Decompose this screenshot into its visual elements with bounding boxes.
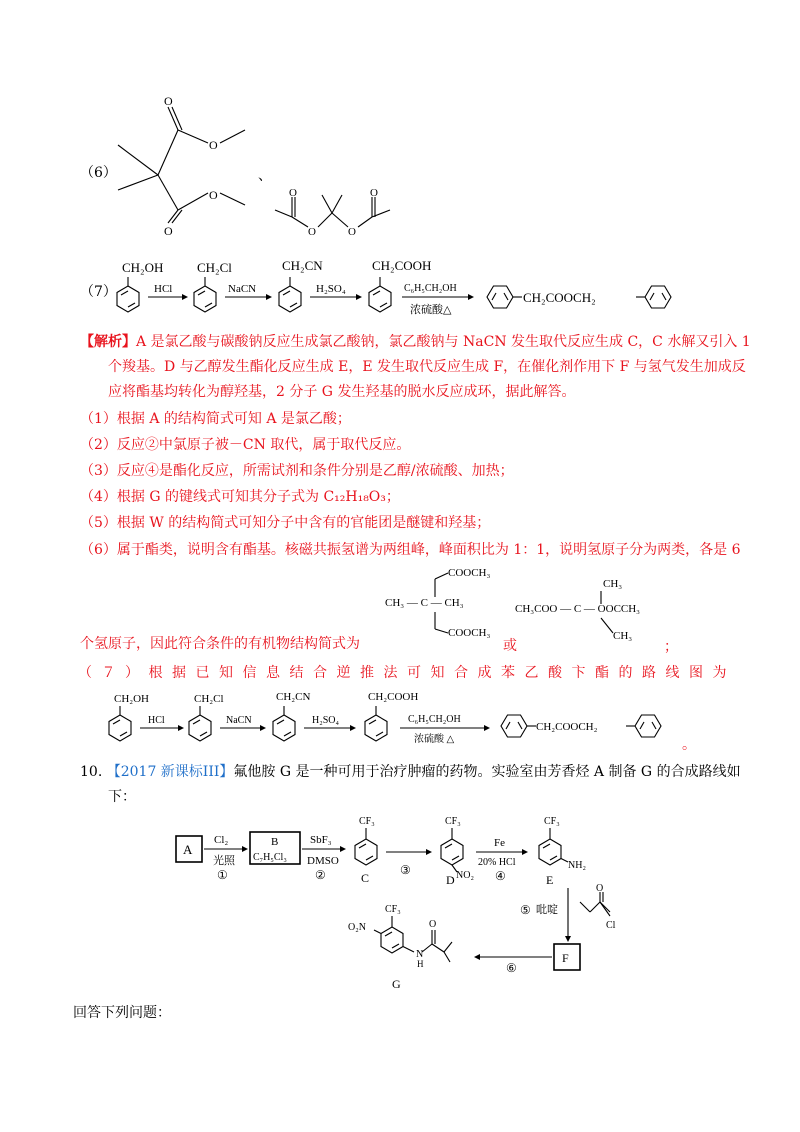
- reagent-label: H₂SO₄: [316, 283, 346, 295]
- reagent-label: 光照: [213, 855, 235, 867]
- atom-label: N: [416, 949, 424, 960]
- analysis-text: A 是氯乙酸与碳酸钠反应生成氯乙酸钠，氯乙酸钠与 NaCN 发生取代反应生成 C，C 水解又引入 1: [136, 334, 751, 350]
- analysis-line-3: 应将酯基均转化为醇羟基，2 分子 G 发生羟基的脱水反应成环，据此解答。: [108, 384, 576, 400]
- part7-synthesis-route: [110, 255, 690, 320]
- atom-label: O: [209, 188, 218, 202]
- compound-c-label: C: [361, 871, 370, 885]
- reagent-label: Fe: [494, 837, 505, 849]
- group-label: CF₃: [385, 904, 401, 915]
- reagent-label: 浓硫酸△: [410, 304, 452, 316]
- analysis-item-6-end: ；: [664, 639, 678, 655]
- analysis-item-6: （6）属于酯类，说明含有酯基。核磁共振氢谱为两组峰，峰面积比为 1：1，说明氢原子分为两类，各是 6: [80, 542, 741, 558]
- step-label: ⑤: [520, 903, 531, 917]
- compound-label: CH₂COOH: [368, 691, 419, 703]
- compound-label: CH₂COOCH₂: [536, 721, 598, 733]
- group-label: CF₃: [445, 816, 461, 827]
- atom-label: O: [289, 187, 297, 199]
- compound-label: CH₂Cl: [194, 693, 224, 705]
- compound-e-label: E: [546, 873, 554, 887]
- compound-label: CH₂CN: [282, 258, 323, 273]
- group-label: NH₂: [568, 860, 586, 871]
- analysis-item-7: （７）根据已知信息结合逆推法可知合成苯乙酸卞酯的路线图为: [78, 665, 736, 681]
- compound-d-label: D: [446, 873, 455, 887]
- ester-structure-2: [515, 578, 665, 648]
- atom-label: O: [348, 226, 356, 238]
- question-source: 【2017 新课标III】: [106, 764, 234, 780]
- group-label: CF₃: [359, 816, 375, 827]
- compound-label: CH₂COOH: [372, 258, 432, 273]
- atom-label: Cl: [606, 920, 616, 931]
- analysis-item-6-or: 或: [503, 638, 517, 654]
- struct-line: CH₃COO — C — OOCCH₃: [515, 603, 641, 615]
- part6-marker: （6）: [80, 165, 117, 181]
- question-text: 氟他胺 G 是一种可用于治疗肿瘤的药物。实验室由芳香烃 A 制备 G 的合成路线如: [233, 764, 741, 780]
- reagent-label: SbF₃: [310, 834, 332, 846]
- analysis-line-2: 个羧基。D 与乙醇发生酯化反应生成 E，E 发生取代反应生成 F，在催化剂作用下 F 与氢气发生加成反: [108, 359, 746, 375]
- struct-line: COOCH₃: [448, 627, 491, 639]
- struct-line: CH₃ — C — CH₃: [385, 597, 464, 609]
- atom-label: H: [417, 959, 424, 969]
- group-label: NO₂: [456, 870, 474, 881]
- analysis-synthesis-route: [100, 690, 670, 750]
- atom-label: O: [370, 187, 378, 199]
- part7-marker: （7）: [80, 284, 117, 300]
- reagent-label: C₆H₅CH₂OH: [404, 283, 457, 294]
- part6-separator: 、: [258, 168, 272, 184]
- compound-g-label: G: [392, 977, 401, 991]
- box-b-formula: C₇H₅Cl₃: [253, 852, 287, 863]
- step-label: ④: [495, 869, 506, 883]
- atom-label: O: [429, 919, 437, 930]
- q10-synthesis-scheme: [170, 812, 650, 1002]
- atom-label: O: [209, 138, 218, 152]
- part6-molecule-2: [270, 185, 420, 245]
- struct-line: CH₃: [603, 578, 623, 590]
- reagent-label: C₆H₅CH₂OH: [408, 714, 461, 725]
- reagent-label: NaCN: [226, 715, 252, 726]
- compound-label: CH₂CN: [276, 691, 311, 703]
- struct-line: CH₃: [613, 630, 633, 642]
- compound-label: CH₂OH: [122, 260, 164, 275]
- reagent-label: HCl: [148, 715, 165, 726]
- analysis-item-5: （5）根据 W 的结构简式可知分子中含有的官能团是醚键和羟基；: [80, 515, 491, 531]
- analysis-item-4: （4）根据 G 的键线式可知其分子式为 C₁₂H₁₈O₃；: [80, 489, 400, 505]
- analysis-item-3: （3）反应④是酯化反应，所需试剂和条件分别是乙醇/浓硫酸、加热；: [80, 463, 514, 479]
- box-a-label: A: [183, 842, 193, 857]
- step-label: ⑥: [506, 961, 517, 975]
- compound-label: CH₂COOCH₂: [523, 290, 596, 305]
- reagent-label: NaCN: [228, 283, 257, 295]
- step-label: ①: [217, 868, 228, 882]
- reagent-label: Cl₂: [214, 834, 229, 846]
- reagent-label: DMSO: [307, 855, 339, 867]
- atom-label: O: [596, 883, 604, 894]
- reagent-label: 吡啶: [536, 904, 558, 916]
- reagent-label: 20% HCl: [478, 857, 516, 868]
- reagent-label: 浓硫酸 △: [414, 734, 455, 745]
- analysis-item-6-tail: 个氢原子，因此符合条件的有机物结构简式为: [80, 636, 360, 652]
- box-b-label: B: [271, 836, 279, 848]
- analysis-item-7-end: 。: [682, 737, 696, 753]
- struct-line: COOCH₃: [448, 567, 491, 579]
- compound-label: CH₂OH: [114, 693, 150, 705]
- step-label: ③: [400, 863, 411, 877]
- step-label: ②: [315, 868, 326, 882]
- box-f-label: F: [562, 951, 569, 965]
- ester-structure-1: [385, 567, 515, 647]
- atom-label: O: [164, 224, 173, 238]
- reagent-label: H₂SO₄: [312, 715, 339, 726]
- analysis-item-2: （2）反应②中氯原子被－CN 取代，属于取代反应。: [80, 437, 411, 453]
- analysis-line-1: [80, 332, 751, 352]
- question-10-line-1: [80, 762, 741, 782]
- analysis-tag: 【解析】: [80, 334, 136, 350]
- compound-label: CH₂Cl: [197, 260, 232, 275]
- group-label: O₂N: [348, 922, 366, 933]
- reagent-label: HCl: [154, 283, 173, 295]
- analysis-item-1: （1）根据 A 的结构简式可知 A 是氯乙酸；: [80, 411, 351, 427]
- atom-label: O: [308, 226, 316, 238]
- question-number: 10.: [80, 764, 103, 780]
- atom-label: O: [164, 94, 173, 108]
- question-prompt: 回答下列问题：: [73, 1005, 171, 1021]
- group-label: CF₃: [544, 816, 560, 827]
- question-10-line-2: 下：: [108, 789, 136, 805]
- part6-molecule-1: [110, 94, 260, 238]
